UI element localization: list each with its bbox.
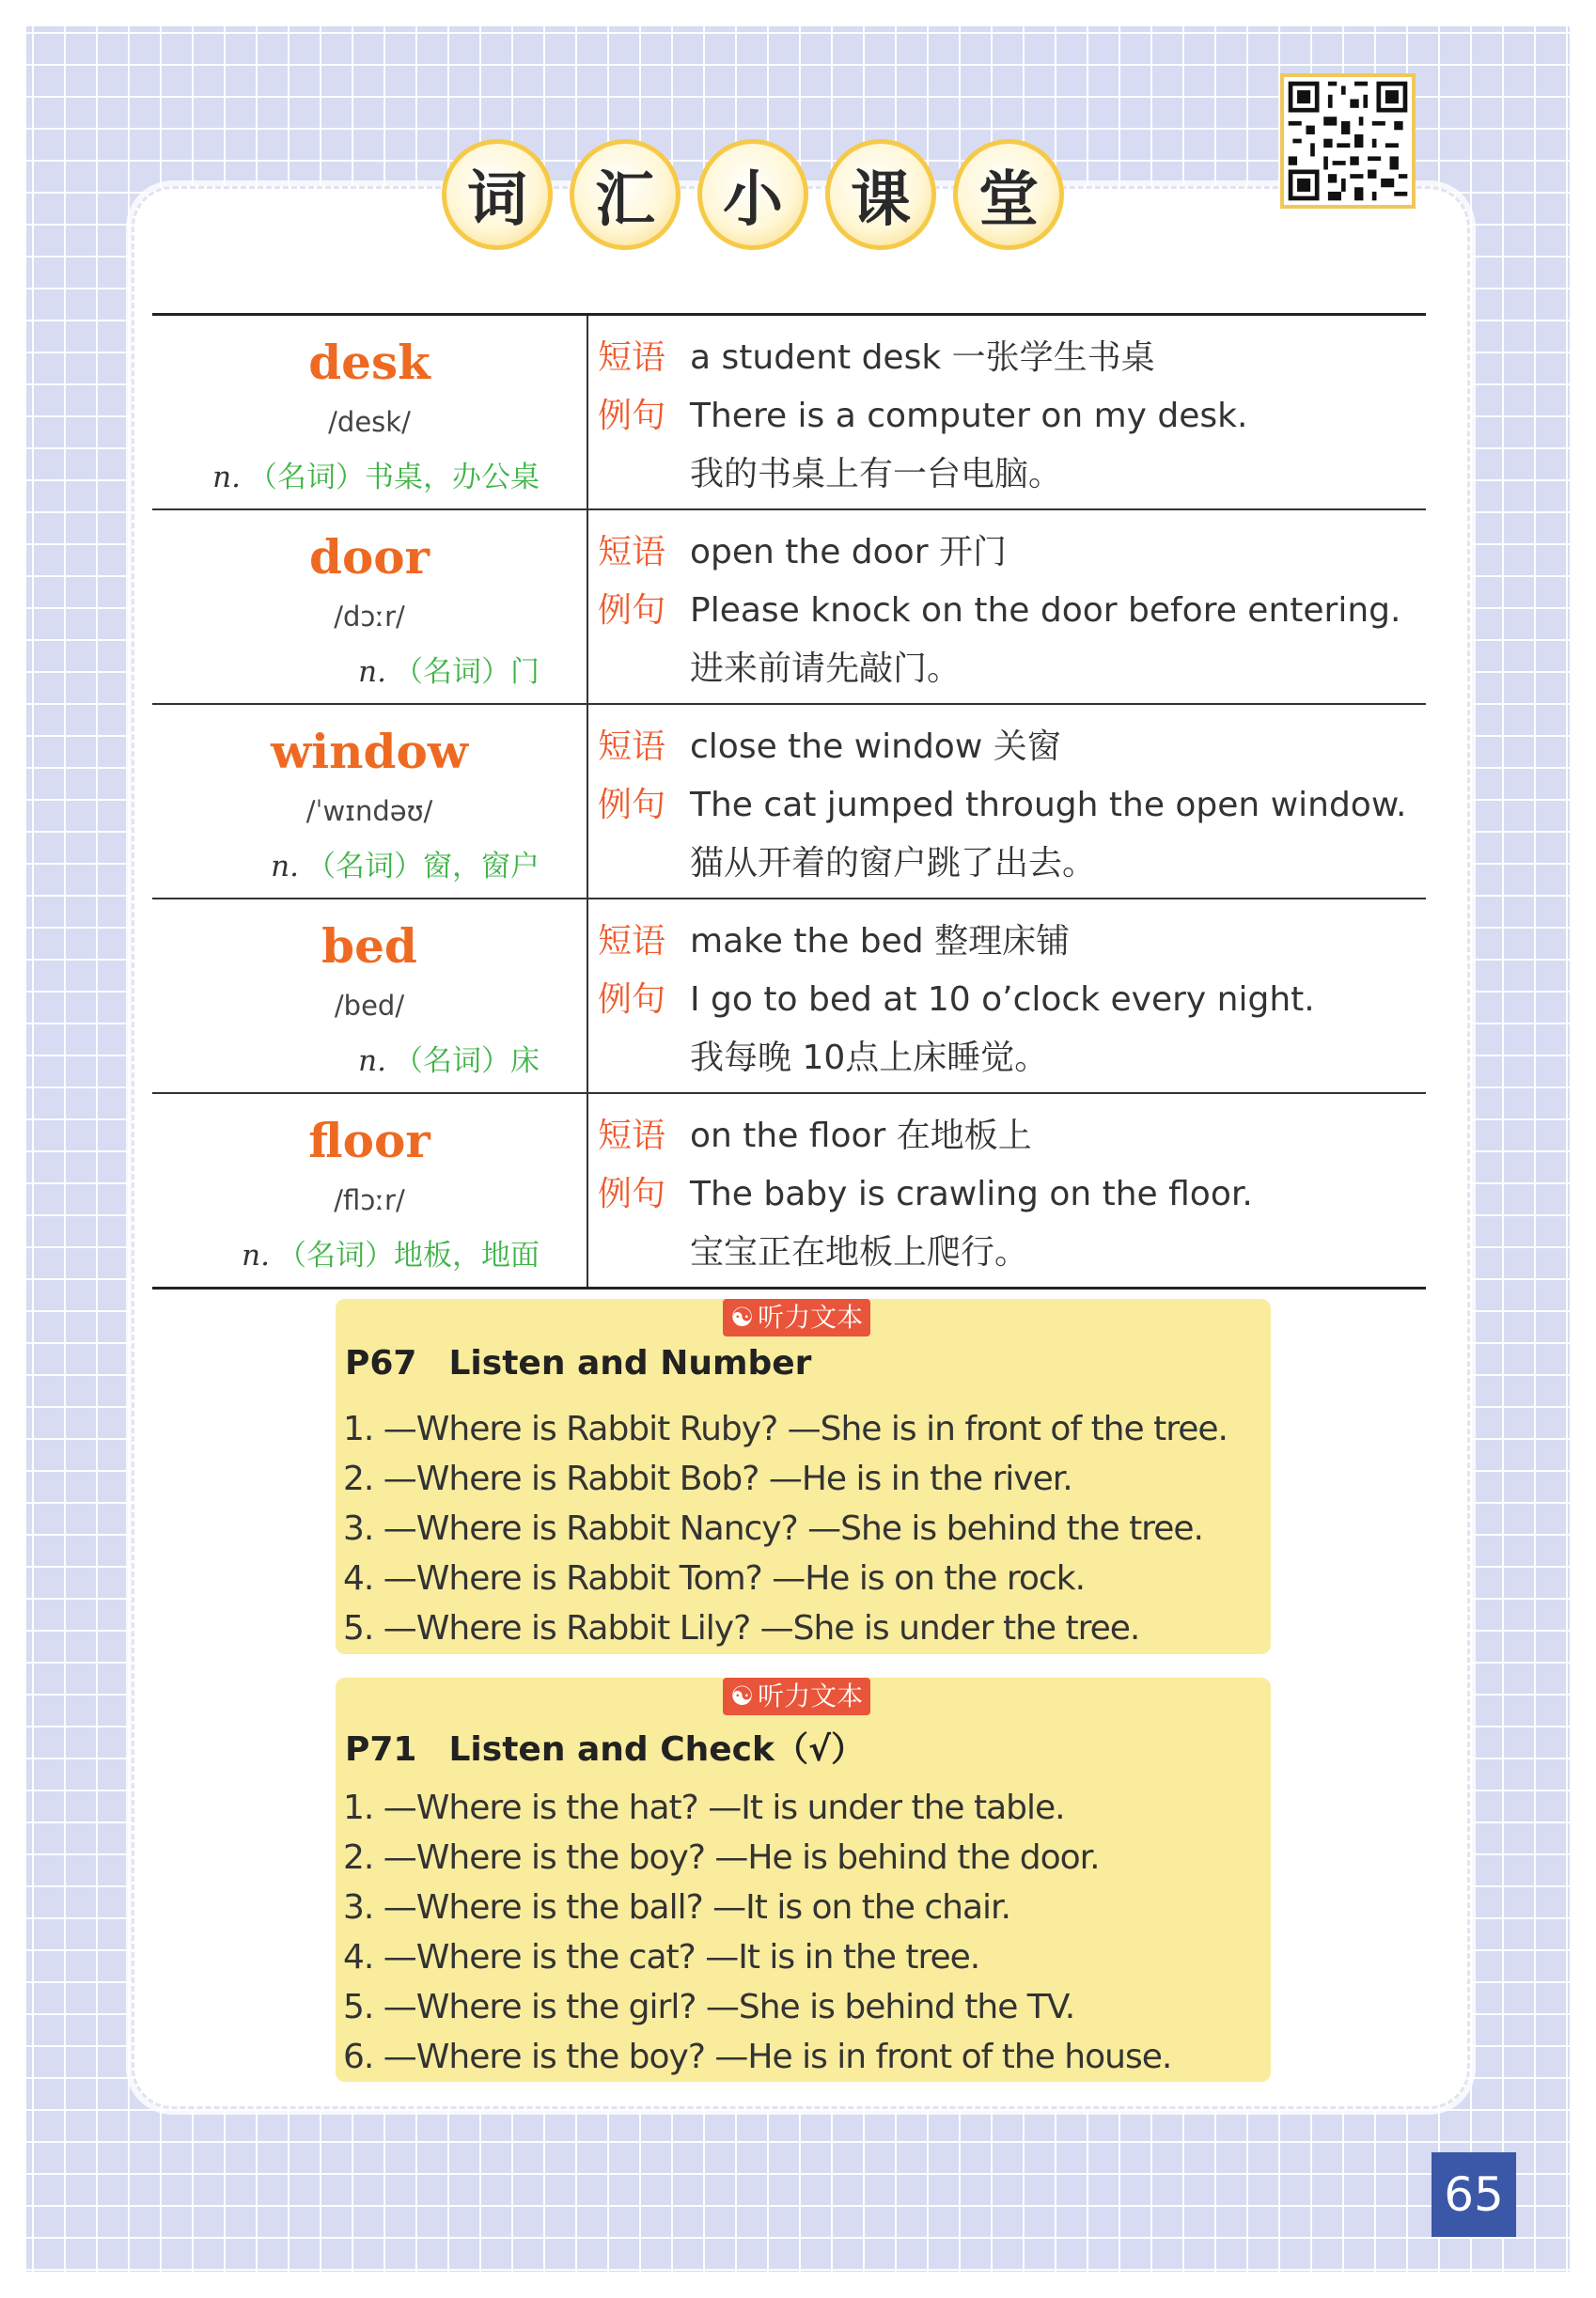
vocab-word-cell	[152, 899, 588, 1092]
listening-line: 3. —Where is Rabbit Nancy? —She is behind the tree.	[343, 1509, 1203, 1548]
listening-heading	[345, 1723, 865, 1771]
listening-line: 4. —Where is the cat? —It is in the tree.	[343, 1938, 980, 1977]
phrase-tag: 短语	[598, 533, 666, 571]
page-ref: P71	[345, 1730, 417, 1769]
title-char: 汇	[570, 139, 681, 250]
example-line	[598, 973, 1315, 1021]
example-line	[598, 1167, 1253, 1215]
example-tag: 例句	[598, 397, 666, 435]
vocab-meaning	[358, 1037, 540, 1079]
example-en: The baby is crawling on the floor.	[690, 1175, 1253, 1213]
vocab-word-cell	[152, 705, 588, 898]
example-tag: 例句	[598, 1175, 666, 1213]
example-zh: 猫从开着的窗户跳了出去。	[690, 844, 1097, 883]
listening-script-box	[336, 1299, 1271, 1654]
example-en: There is a computer on my desk.	[690, 397, 1248, 435]
vocab-row	[152, 705, 1426, 899]
listening-script-box	[336, 1678, 1271, 2082]
phrase-tag: 短语	[598, 1117, 666, 1155]
title-char: 课	[825, 139, 936, 250]
phrase-line	[598, 525, 1007, 573]
example-en: The cat jumped through the open window.	[690, 786, 1407, 824]
vocab-meaning	[212, 453, 540, 495]
listening-line: 4. —Where is Rabbit Tom? —He is on the rock.	[343, 1559, 1086, 1598]
listening-heading	[345, 1344, 811, 1383]
phrase-text: a student desk 一张学生书桌	[690, 338, 1155, 377]
listening-line: 6. —Where is the boy? —He is in front of the house.	[343, 2038, 1172, 2076]
heading-text: Listen and Number	[448, 1344, 812, 1383]
vocab-row	[152, 316, 1426, 510]
example-line	[598, 389, 1247, 437]
meaning-text: （名词）窗，窗户	[306, 850, 540, 883]
badge-label: 听力文本	[758, 1302, 864, 1333]
vocab-row	[152, 1094, 1426, 1290]
vocab-word-cell	[152, 316, 588, 508]
vocab-phonetic: /bed/	[334, 990, 405, 1022]
example-en: I go to bed at 10 o’clock every night.	[690, 980, 1315, 1019]
vocab-usage-cell	[588, 899, 1426, 1092]
meaning-text: （名词）床	[394, 1044, 540, 1078]
example-zh: 宝宝正在地板上爬行。	[690, 1233, 1029, 1272]
part-of-speech: n.	[271, 850, 299, 883]
listening-badge[interactable]	[723, 1299, 870, 1337]
page-number: 65	[1432, 2152, 1516, 2237]
phrase-line	[598, 331, 1155, 379]
vocab-usage-cell	[588, 316, 1426, 508]
title-char: 小	[697, 139, 808, 250]
phrase-tag: 短语	[598, 727, 666, 766]
listening-line: 1. —Where is the hat? —It is under the table.	[343, 1789, 1065, 1827]
example-zh: 进来前请先敲门。	[690, 649, 962, 688]
listening-line: 5. —Where is the girl? —She is behind the TV.	[343, 1988, 1075, 2026]
part-of-speech: n.	[212, 461, 241, 494]
part-of-speech: n.	[358, 655, 386, 689]
headphones-icon: ☯	[730, 1681, 755, 1712]
heading-text: Listen and Check（√）	[448, 1730, 865, 1769]
listening-line: 1. —Where is Rabbit Ruby? —She is in front of the tree.	[343, 1410, 1228, 1448]
example-line	[598, 778, 1406, 826]
vocab-word: floor	[308, 1113, 430, 1168]
listening-line: 2. —Where is the boy? —He is behind the door.	[343, 1838, 1100, 1877]
vocab-usage-cell	[588, 510, 1426, 703]
phrase-line	[598, 915, 1070, 962]
vocab-word: desk	[308, 335, 430, 390]
example-tag: 例句	[598, 786, 666, 824]
phrase-tag: 短语	[598, 922, 666, 961]
example-line	[598, 584, 1400, 632]
listening-badge[interactable]	[723, 1678, 870, 1715]
example-tag: 例句	[598, 980, 666, 1019]
listening-line: 5. —Where is Rabbit Lily? —She is under the tree.	[343, 1609, 1140, 1648]
vocab-phonetic: /desk/	[328, 406, 411, 438]
vocab-meaning	[358, 648, 540, 690]
vocab-word: bed	[321, 918, 417, 974]
badge-label: 听力文本	[758, 1681, 864, 1712]
meaning-text: （名词）书桌，办公桌	[248, 461, 540, 494]
phrase-line	[598, 1109, 1032, 1157]
vocab-word: window	[271, 724, 468, 779]
section-title	[442, 139, 1064, 250]
vocab-usage-cell	[588, 1094, 1426, 1287]
title-char: 词	[442, 139, 553, 250]
listening-line: 3. —Where is the ball? —It is on the chair.	[343, 1888, 1010, 1927]
vocab-word-cell	[152, 1094, 588, 1287]
example-tag: 例句	[598, 591, 666, 630]
phrase-line	[598, 720, 1061, 768]
phrase-text: make the bed 整理床铺	[690, 922, 1071, 961]
phrase-tag: 短语	[598, 338, 666, 377]
phrase-text: close the window 关窗	[690, 727, 1061, 766]
vocabulary-table	[152, 313, 1426, 1290]
qr-code-icon[interactable]	[1280, 73, 1416, 209]
part-of-speech: n.	[242, 1239, 270, 1273]
example-zh: 我每晚 10点上床睡觉。	[690, 1039, 1049, 1077]
part-of-speech: n.	[358, 1044, 386, 1078]
vocab-phonetic: /flɔːr/	[334, 1184, 405, 1216]
example-zh: 我的书桌上有一台电脑。	[690, 455, 1063, 493]
listening-line: 2. —Where is Rabbit Bob? —He is in the river.	[343, 1460, 1072, 1498]
page-ref: P67	[345, 1344, 417, 1383]
vocab-meaning	[242, 1231, 540, 1274]
meaning-text: （名词）门	[394, 655, 540, 689]
vocab-word-cell	[152, 510, 588, 703]
phrase-text: on the floor 在地板上	[690, 1117, 1032, 1155]
example-en: Please knock on the door before entering.	[690, 591, 1401, 630]
meaning-text: （名词）地板，地面	[277, 1239, 540, 1273]
vocab-row	[152, 510, 1426, 705]
vocab-phonetic: /dɔːr/	[334, 601, 405, 633]
title-char: 堂	[953, 139, 1064, 250]
vocab-usage-cell	[588, 705, 1426, 898]
vocab-word: door	[308, 529, 430, 585]
vocab-row	[152, 899, 1426, 1094]
vocab-meaning	[271, 842, 540, 884]
phrase-text: open the door 开门	[690, 533, 1007, 571]
vocab-phonetic: /ˈwɪndəʊ/	[305, 795, 433, 827]
headphones-icon: ☯	[730, 1302, 755, 1333]
